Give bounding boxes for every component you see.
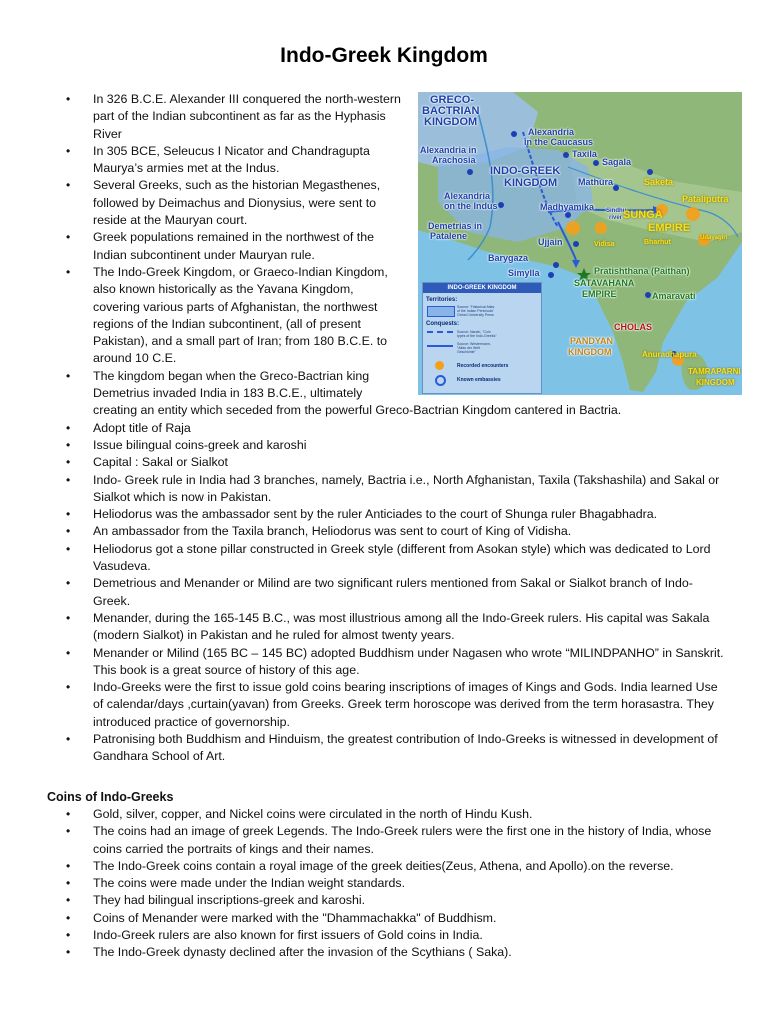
map-label-indo-greek-kingdom: KINGDOM xyxy=(504,177,558,189)
bullet-glyph: • xyxy=(66,928,71,943)
bullet-item xyxy=(0,541,768,576)
bullet-text: The coins were made under the Indian weight standards. xyxy=(93,876,406,891)
legend-conquest-source-2a: Source: Westermann, xyxy=(457,342,491,346)
legend-territory-source-1: Source: "Historical Atlas xyxy=(457,305,495,309)
map-label-alexandria-indus: Alexandria xyxy=(444,191,491,201)
coins-section-heading: Coins of Indo-Greeks xyxy=(47,790,174,804)
map-label-bharhut: Bharhut xyxy=(644,239,671,246)
map-label-sindhu-river-2: river xyxy=(609,215,623,221)
bullet-item xyxy=(0,679,768,731)
legend-conquest-source-1b: types of the Indo-Greeks" xyxy=(457,334,497,338)
legend-territory-source-3: Oxford University Press xyxy=(457,313,494,317)
map-label-anuradhapura: Anuradhapura xyxy=(642,350,697,359)
bullet-item xyxy=(0,910,768,927)
bullet-text: Indo-Greeks were the first to issue gold coins bearing inscriptions of images of Kings and Gods. India learned Use of calendar/days ,curtain(yavan) from Greeks. Greek term horoscope was derived from the term horasastra. They introduced practice of governorship. xyxy=(93,680,718,729)
bullet-glyph: • xyxy=(66,524,71,539)
encounter-burst-madhyamika xyxy=(566,221,580,235)
map-label-cholas: CHOLAS xyxy=(614,322,652,332)
bullet-text: Gold, silver, copper, and Nickel coins were circulated in the north of Hindu Kush. xyxy=(93,807,533,821)
map-label-tamraparni: TAMRAPARNI xyxy=(688,367,741,376)
bullet-item xyxy=(0,523,768,540)
bullet-glyph: • xyxy=(66,368,71,383)
legend-conquest-source-2b: "Atlas der Welt xyxy=(457,346,480,350)
bullet-glyph: • xyxy=(66,576,71,591)
map-label-satavahana: SATAVAHANA xyxy=(574,278,635,288)
bullet-text: Adopt title of Raja xyxy=(93,420,191,435)
bullet-glyph: • xyxy=(66,945,71,960)
bullet-item xyxy=(0,944,768,961)
legend-embassy-icon xyxy=(435,375,446,386)
bullet-text: Greek populations remained in the northwest of the Indian subcontinent under Mauryan rule. xyxy=(93,230,375,262)
city-dot-alexandria-indus xyxy=(498,202,504,208)
map-label-sunga-empire: EMPIRE xyxy=(648,222,691,234)
bullet-item xyxy=(0,610,768,645)
city-dot-madhyamika xyxy=(565,212,571,218)
bullet-glyph: • xyxy=(66,455,71,470)
bullet-glyph: • xyxy=(66,507,71,522)
bullet-glyph: • xyxy=(66,910,71,925)
bullet-item xyxy=(0,806,768,823)
map-label-saketa: Saketa xyxy=(644,177,674,187)
bullet-text: An ambassador from the Taxila branch, Heliodorus was sent to court of King of Vidisha. xyxy=(93,524,572,539)
coins-bullet-list xyxy=(0,806,768,962)
map-label-sunga: SUNGA xyxy=(623,209,663,221)
map-label-alexandria-arachosia-2: Arachosia xyxy=(432,155,476,165)
map-label-alexandria-indus-2: on the Indus xyxy=(444,201,498,211)
bullet-glyph: • xyxy=(66,807,71,821)
legend-conquest-source-1a: Source: Narain, "Coin xyxy=(457,330,491,334)
map-label-satavahana-empire: EMPIRE xyxy=(582,289,617,299)
map-label-pratishthana: Pratishthana (Paithan) xyxy=(594,266,690,276)
bullet-item xyxy=(0,472,768,507)
bullet-glyph: • xyxy=(66,876,71,891)
map-legend xyxy=(422,282,542,394)
map-label-udayagiri: Udayagiri xyxy=(700,235,728,241)
map-label-barygaza: Barygaza xyxy=(488,253,529,263)
map-label-bactrian: BACTRIAN xyxy=(422,105,480,117)
map-label-tamraparni-kingdom: KINGDOM xyxy=(696,378,735,387)
bullet-glyph: • xyxy=(66,680,71,695)
city-dot-barygaza xyxy=(553,262,559,268)
city-dot-simylla xyxy=(548,272,554,278)
map-label-amaravati: Amaravati xyxy=(652,291,696,301)
bullet-text: Heliodorus got a stone pillar constructed in Greek style (different from Asokan style) which was dedicated to Lord Vasudeva. xyxy=(93,541,711,574)
city-dot-alexandria-caucasus xyxy=(511,131,517,137)
map-label-pandyan: PANDYAN xyxy=(570,336,614,346)
bullet-item xyxy=(0,506,768,523)
map-label-ujjain: Ujjain xyxy=(538,237,563,247)
bullet-text: Several Greeks, such as the historian Megasthenes, followed by Deimachus and Dionysius, were sent to reside at the Mauryan court. xyxy=(93,178,381,228)
legend-territory-source-2: of the Indian Peninsula" xyxy=(457,309,494,313)
bullet-glyph: • xyxy=(66,645,71,660)
city-dot-alexandria-arachosia xyxy=(467,169,473,175)
bullet-text: Demetrious and Menander or Milind are two significant rulers mentioned from Sakal or Sialkot branch of Indo-Greek. xyxy=(93,576,693,608)
bullet-text: The Indo-Greek Kingdom, or Graeco-Indian Kingdom, also known historically as the Yavana Kingdom, covering various parts of Afghanistan, the northwest regions of the Indian subcontinent, (all of present Pakistan), and a small part of Iran; from 180 B.C.E. to around 10 C.E. xyxy=(93,264,388,366)
legend-known-embassies: Known embassies xyxy=(457,377,501,383)
bullet-text: Issue bilingual coins-greek and karoshi xyxy=(93,437,307,452)
map-label-taxila: Taxila xyxy=(572,149,597,159)
bullet-text: They had bilingual inscriptions-greek and karoshi. xyxy=(93,893,366,908)
bullet-item xyxy=(0,420,768,437)
bullet-text: The coins had an image of greek Legends. The Indo-Greek rulers were the first one in the history of India, whose coins carried the portraits of kings and their names. xyxy=(93,824,712,856)
bullet-glyph: • xyxy=(66,178,71,193)
bullet-item xyxy=(0,892,768,909)
bullet-item xyxy=(0,823,768,858)
bullet-item xyxy=(0,927,768,944)
map-label-demetrias: Demetrias in xyxy=(428,221,483,231)
bullet-glyph: • xyxy=(66,472,71,487)
map-label-mathura: Mathura xyxy=(578,177,614,187)
bullet-text: Menander or Milind (165 BC – 145 BC) adopted Buddhism under Nagasen who wrote “MILINDPANHO” in Sanskrit. This book is a great source of history of this age. xyxy=(93,645,724,677)
bullet-text: In 326 B.C.E. Alexander III conquered the north-western part of the Indian subcontinent as far as the Hyphasis River xyxy=(93,92,401,141)
bullet-glyph: • xyxy=(66,610,71,625)
bullet-glyph: • xyxy=(66,92,71,106)
bullet-text: Coins of Menander were marked with the "Dhammachakka" of Buddhism. xyxy=(93,910,497,925)
legend-conquest-swatch-1 xyxy=(427,331,453,339)
map-legend-title: INDO-GREEK KINGDOM xyxy=(423,283,541,293)
bullet-glyph: • xyxy=(66,143,71,158)
bullet-glyph: • xyxy=(66,420,71,435)
bullet-text: The Indo-Greek dynasty declined after the invasion of the Scythians ( Saka). xyxy=(93,945,512,960)
legend-conquest-source-2c: Geschichte" xyxy=(457,350,476,354)
bullet-glyph: • xyxy=(66,437,71,452)
map-label-bactrian-kingdom: KINGDOM xyxy=(424,116,478,128)
city-dot-ujjain xyxy=(573,241,579,247)
map-label-pataliputra: Pataliputra xyxy=(682,194,729,204)
bullet-text: The Indo-Greek coins contain a royal image of the greek deities(Zeus, Athena, and Apollo).on the reverse. xyxy=(93,858,674,873)
map-label-alexandria-caucasus: Alexandria xyxy=(528,127,575,137)
bullet-text: The kingdom began when the Greco-Bactrian king Demetrius invaded India in 183 B.C.E., ultimately creating an entity which seceded from the powerful Greco-Bactrian Kingdom cantered in Bactria. xyxy=(93,368,725,420)
map-label-indo-greek: INDO-GREEK xyxy=(490,165,561,177)
indo-greek-map xyxy=(418,92,742,395)
bullet-text: Indo-Greek rulers are also known for first issuers of Gold coins in India. xyxy=(93,928,483,943)
encounter-burst-vidisa xyxy=(595,222,607,234)
bullet-text: In 305 BCE, Seleucus I Nicator and Chandragupta Maurya’s armies met at the Indus. xyxy=(93,143,370,176)
bullet-text: Capital : Sakal or Sialkot xyxy=(93,455,228,470)
bullet-glyph: • xyxy=(66,230,71,245)
map-label-pandyan-kingdom: KINGDOM xyxy=(568,347,612,357)
map-label-sindhu-river: Sindhu xyxy=(606,208,627,214)
city-dot-mathura xyxy=(613,185,619,191)
legend-territory-swatch xyxy=(427,306,455,317)
bullet-item xyxy=(0,454,768,471)
legend-conquests: Conquests: xyxy=(426,321,459,327)
bullet-item xyxy=(0,575,768,610)
encounter-burst-pataliputra xyxy=(686,207,700,221)
city-dot-amaravati xyxy=(645,292,651,298)
legend-conquest-swatch-2 xyxy=(427,345,453,353)
bullet-item xyxy=(0,858,768,875)
map-label-greco: GRECO- xyxy=(430,94,474,106)
bullet-text: Patronising both Buddhism and Hinduism, the greatest contribution of Indo-Greeks is witnessed in development of Gandhara School of Art. xyxy=(93,731,718,764)
map-label-alexandria-arachosia: Alexandria in xyxy=(420,145,477,155)
bullet-item xyxy=(0,437,768,454)
bullet-item xyxy=(0,731,768,766)
city-dot-saketa xyxy=(647,169,653,175)
bullet-glyph: • xyxy=(66,731,71,746)
bullet-item xyxy=(0,645,768,680)
city-dot-sagala xyxy=(593,160,599,166)
map-label-simylla: Simylla xyxy=(508,268,540,278)
legend-encounter-icon xyxy=(435,361,444,370)
map-label-alexandria-caucasus-2: in the Caucasus xyxy=(524,137,594,147)
bullet-text: Indo- Greek rule in India had 3 branches, namely, Bactria i.e., North Afghanistan, Taxila (Takshashila) and Sakal or Sialkot which is now in Pakistan. xyxy=(93,472,720,504)
bullet-item xyxy=(0,875,768,892)
map-label-vidisa: Vidisa xyxy=(594,241,615,248)
legend-territories: Territories: xyxy=(426,297,458,303)
page-title: Indo-Greek Kingdom xyxy=(280,44,488,67)
bullet-glyph: • xyxy=(66,541,71,556)
bullet-glyph: • xyxy=(66,824,71,839)
city-dot-taxila xyxy=(563,152,569,158)
map-label-sagala: Sagala xyxy=(602,157,632,167)
legend-recorded-encounters: Recorded encounters xyxy=(457,363,509,369)
bullet-text: Menander, during the 165-145 B.C., was most illustrious among all the Indo-Greek rulers. His capital was Sakala (modern Sialkot) in Pakistan and he ruled for almost twenty years. xyxy=(93,610,710,643)
bullet-glyph: • xyxy=(66,858,71,873)
map-label-madhyamika: Madhyamika xyxy=(540,202,595,212)
bullet-text: Heliodorus was the ambassador sent by the ruler Anticiades to the court of Shunga ruler Bhagabhadra. xyxy=(93,507,658,522)
map-label-demetrias-2: Patalene xyxy=(430,231,468,241)
bullet-glyph: • xyxy=(66,893,71,908)
bullet-glyph: • xyxy=(66,264,71,279)
